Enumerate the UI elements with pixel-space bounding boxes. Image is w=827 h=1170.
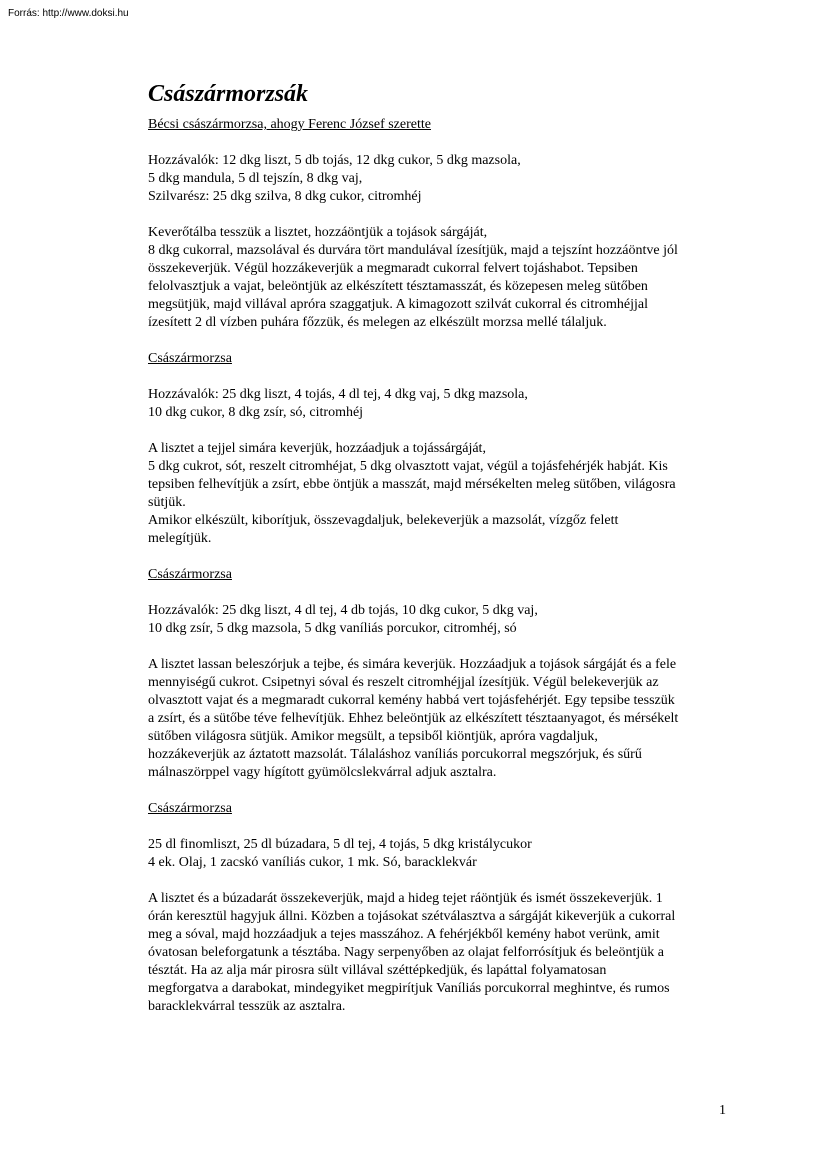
method-line: a zsírt, és a sütőbe téve felhevítjük. Ehhez beleöntjük az elkészített tésztaanyagot, és mérsékelt bbox=[148, 711, 679, 726]
source-label: Forrás: http://www.doksi.hu bbox=[8, 8, 129, 19]
method-line: Keverőtálba tesszük a lisztet, hozzáöntjük a tojások sárgáját, bbox=[148, 225, 488, 240]
recipe-section bbox=[148, 566, 730, 800]
recipe-section bbox=[148, 800, 730, 1016]
ingredient-line: Szilvarész: 25 dkg szilva, 8 dkg cukor, citromhéj bbox=[148, 189, 422, 204]
section-heading: Császármorzsa bbox=[148, 351, 232, 366]
document-body bbox=[148, 78, 730, 1016]
method-line: megforgatva a darabokat, mindegyiket megpirítjuk Vaníliás porcukorral meghintve, és rumos bbox=[148, 981, 670, 996]
method-line: összekeverjük. Végül hozzákeverjük a megmaradt cukorral felvert tojáshabot. Tepsiben bbox=[148, 261, 638, 276]
method-line: hozzákeverjük az áztatott mazsolát. Tálaláshoz vaníliás porcukorral megszórjuk, és sűrű bbox=[148, 747, 642, 762]
method-block bbox=[148, 656, 730, 782]
method-line: málnaszörppel vagy hígított gyümölcslekvárral adjuk asztalra. bbox=[148, 765, 497, 780]
method-line: baracklekvárral tesszük az asztalra. bbox=[148, 999, 346, 1014]
method-line: óvatosan beleforgatunk a tésztába. Nagy serpenyőben az olajat felforrósítjuk és beleöntjük a bbox=[148, 945, 664, 960]
ingredient-line: 5 dkg mandula, 5 dl tejszín, 8 dkg vaj, bbox=[148, 171, 363, 186]
method-line: A lisztet és a búzadarát összekeverjük, majd a hideg tejet ráöntjük és ismét összekeverjük. 1 bbox=[148, 891, 663, 906]
method-line: mennyiségű cukrot. Csipetnyi sóval és reszelt citromhéjjal ízesítjük. Végül belekeverjük az bbox=[148, 675, 659, 690]
method-line: A lisztet a tejjel simára keverjük, hozzáadjuk a tojássárgáját, bbox=[148, 441, 486, 456]
ingredients-block bbox=[148, 836, 730, 872]
ingredients-block bbox=[148, 386, 730, 422]
ingredient-line: Hozzávalók: 25 dkg liszt, 4 tojás, 4 dl tej, 4 dkg vaj, 5 dkg mazsola, bbox=[148, 387, 528, 402]
method-line: melegítjük. bbox=[148, 531, 212, 546]
section-heading: Bécsi császármorzsa, ahogy Ferenc József szerette bbox=[148, 117, 431, 132]
ingredient-line: Hozzávalók: 12 dkg liszt, 5 db tojás, 12 dkg cukor, 5 dkg mazsola, bbox=[148, 153, 521, 168]
method-line: tepsiben felhevítjük a zsírt, ebbe öntjük a masszát, majd mérsékelten meleg sütőben, világosra bbox=[148, 477, 676, 492]
ingredients-block bbox=[148, 602, 730, 638]
method-line: 5 dkg cukrot, sót, reszelt citromhéjat, 5 dkg olvasztott vajat, végül a tojásfehérjék habját. Kis bbox=[148, 459, 668, 474]
recipe-section bbox=[148, 116, 730, 350]
method-block bbox=[148, 440, 730, 548]
method-line: felolvasztjuk a vajat, beleöntjük az elkészített tésztamasszát, és közepesen meleg sütőben bbox=[148, 279, 648, 294]
method-line: megsütjük, majd villával apróra szaggatjuk. A kimagozott szilvát cukorral és citromhéjjal bbox=[148, 297, 648, 312]
section-heading: Császármorzsa bbox=[148, 801, 232, 816]
method-line: olvasztott vajat és a megmaradt cukorral kemény habbá vert tojásfehérjét. Egy tepsibe tesszük bbox=[148, 693, 675, 708]
ingredient-line: 10 dkg cukor, 8 dkg zsír, só, citromhéj bbox=[148, 405, 364, 420]
method-block bbox=[148, 224, 730, 332]
section-heading: Császármorzsa bbox=[148, 567, 232, 582]
method-line: sütjük. bbox=[148, 495, 186, 510]
ingredients-block bbox=[148, 152, 730, 206]
ingredient-line: 4 ek. Olaj, 1 zacskó vaníliás cukor, 1 mk. Só, baracklekvár bbox=[148, 855, 477, 870]
method-line: A lisztet lassan beleszórjuk a tejbe, és simára keverjük. Hozzáadjuk a tojások sárgáját és a fele bbox=[148, 657, 677, 672]
method-line: sütőben világosra sütjük. Amikor megsült, a tepsiből kiöntjük, apróra vagdaljuk, bbox=[148, 729, 598, 744]
ingredient-line: 25 dl finomliszt, 25 dl búzadara, 5 dl tej, 4 tojás, 5 dkg kristálycukor bbox=[148, 837, 532, 852]
ingredient-line: 10 dkg zsír, 5 dkg mazsola, 5 dkg vaníliás porcukor, citromhéj, só bbox=[148, 621, 517, 636]
ingredient-line: Hozzávalók: 25 dkg liszt, 4 dl tej, 4 db tojás, 10 dkg cukor, 5 dkg vaj, bbox=[148, 603, 538, 618]
method-line: Amikor elkészült, kiborítjuk, összevagdaljuk, belekeverjük a mazsolát, vízgőz felett bbox=[148, 513, 619, 528]
method-line: ízesített 2 dl vízben puhára főzzük, és melegen az elkészült morzsa mellé tálaljuk. bbox=[148, 315, 607, 330]
method-line: 8 dkg cukorral, mazsolával és durvára tört mandulával ízesítjük, majd a tejszínt hozzáöntve jól bbox=[148, 243, 678, 258]
method-line: órán keresztül hagyjuk állni. Közben a tojásokat szétválasztva a sárgáját kikeverjük a cukorral bbox=[148, 909, 676, 924]
method-block bbox=[148, 890, 730, 1016]
recipe-section bbox=[148, 350, 730, 566]
method-line: tésztát. Ha az alja már pirosra sült villával széttépkedjük, és lapáttal folyamatosan bbox=[148, 963, 607, 978]
document-title: Császármorzsák bbox=[148, 81, 309, 107]
method-line: meg a sóval, majd hozzáadjuk a tejes masszához. A fehérjékből kemény habot verünk, amit bbox=[148, 927, 660, 942]
page-number: 1 bbox=[719, 1103, 726, 1118]
